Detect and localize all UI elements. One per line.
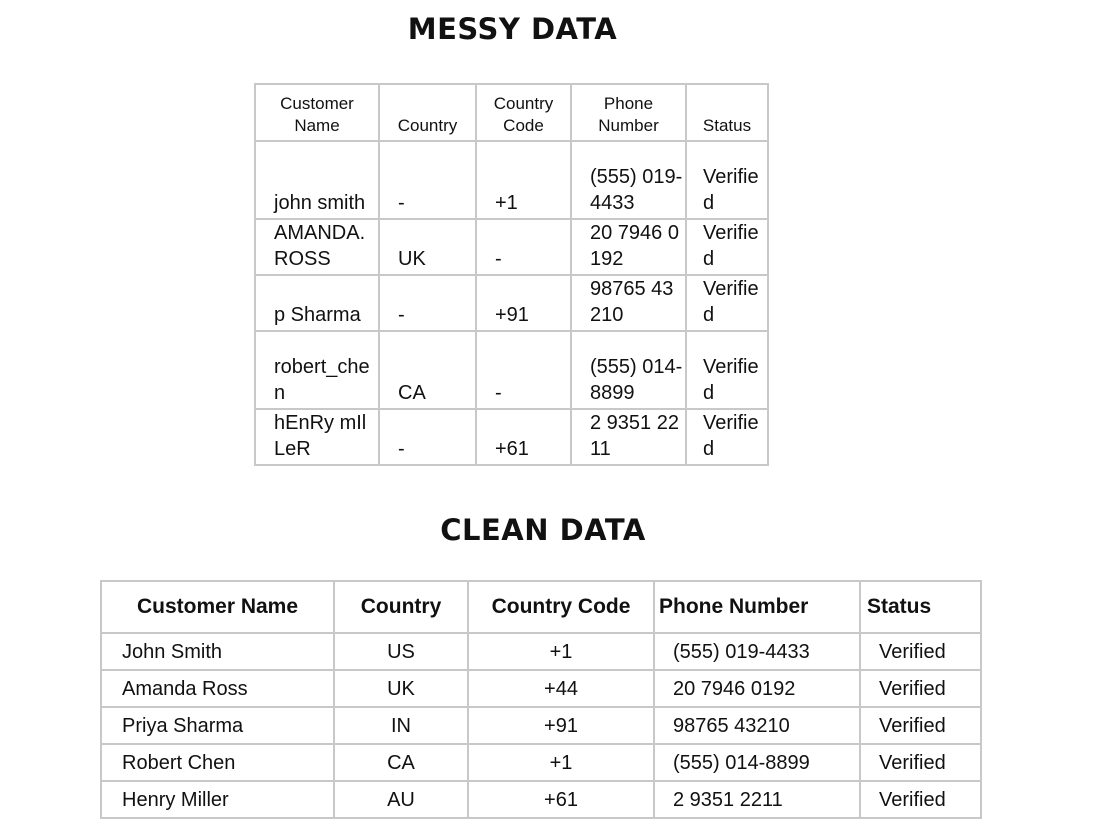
country-code-cell: +61 bbox=[468, 781, 654, 818]
country-cell: UK bbox=[379, 219, 476, 275]
country-cell: CA bbox=[379, 331, 476, 409]
messy-header-country-code: Country Code bbox=[476, 84, 571, 141]
messy-header-phone-number: Phone Number bbox=[571, 84, 686, 141]
customer-name-cell: hEnRy mIlLeR bbox=[255, 409, 379, 465]
phone-number-cell: 20 7946 0192 bbox=[654, 670, 860, 707]
country-code-cell: +44 bbox=[468, 670, 654, 707]
clean-header-country-code: Country Code bbox=[468, 581, 654, 633]
status-cell: Verified bbox=[860, 633, 981, 670]
status-cell: Verified bbox=[686, 275, 768, 331]
table-row bbox=[101, 670, 981, 707]
messy-data-title: MESSY DATA bbox=[407, 12, 618, 46]
status-cell: Verified bbox=[686, 331, 768, 409]
country-cell: - bbox=[379, 409, 476, 465]
country-code-cell: +1 bbox=[476, 141, 571, 219]
country-code-cell: +91 bbox=[476, 275, 571, 331]
country-cell: - bbox=[379, 141, 476, 219]
status-cell: Verified bbox=[860, 744, 981, 781]
status-cell: Verified bbox=[686, 409, 768, 465]
country-cell: CA bbox=[334, 744, 468, 781]
customer-name-cell: Henry Miller bbox=[101, 781, 334, 818]
customer-name-cell: p Sharma bbox=[255, 275, 379, 331]
phone-number-cell: 98765 43210 bbox=[571, 275, 686, 331]
country-cell: AU bbox=[334, 781, 468, 818]
table-row bbox=[255, 331, 768, 409]
table-row bbox=[101, 633, 981, 670]
country-code-cell: +91 bbox=[468, 707, 654, 744]
customer-name-cell: AMANDA. ROSS bbox=[255, 219, 379, 275]
customer-name-cell: Priya Sharma bbox=[101, 707, 334, 744]
country-cell: IN bbox=[334, 707, 468, 744]
country-cell: UK bbox=[334, 670, 468, 707]
table-row bbox=[101, 707, 981, 744]
table-row bbox=[101, 744, 981, 781]
clean-header-row bbox=[101, 581, 981, 633]
clean-header-status: Status bbox=[860, 581, 981, 633]
phone-number-cell: (555) 014-8899 bbox=[571, 331, 686, 409]
clean-data-title: CLEAN DATA bbox=[440, 513, 646, 547]
country-code-cell: - bbox=[476, 331, 571, 409]
phone-number-cell: 20 7946 0192 bbox=[571, 219, 686, 275]
phone-number-cell: (555) 014-8899 bbox=[654, 744, 860, 781]
table-row bbox=[255, 219, 768, 275]
status-cell: Verified bbox=[686, 141, 768, 219]
table-row bbox=[101, 781, 981, 818]
phone-number-cell: (555) 019-4433 bbox=[571, 141, 686, 219]
messy-header-country: Country bbox=[379, 84, 476, 141]
status-cell: Verified bbox=[860, 670, 981, 707]
messy-header-status: Status bbox=[686, 84, 768, 141]
phone-number-cell: 98765 43210 bbox=[654, 707, 860, 744]
country-cell: - bbox=[379, 275, 476, 331]
country-cell: US bbox=[334, 633, 468, 670]
phone-number-cell: 2 9351 2211 bbox=[654, 781, 860, 818]
table-row bbox=[255, 275, 768, 331]
table-row bbox=[255, 141, 768, 219]
clean-header-customer-name: Customer Name bbox=[101, 581, 334, 633]
customer-name-cell: Amanda Ross bbox=[101, 670, 334, 707]
clean-data-table bbox=[100, 580, 982, 819]
customer-name-cell: john smith bbox=[255, 141, 379, 219]
messy-header-row bbox=[255, 84, 768, 141]
clean-header-country: Country bbox=[334, 581, 468, 633]
clean-header-phone-number: Phone Number bbox=[654, 581, 860, 633]
country-code-cell: +1 bbox=[468, 633, 654, 670]
customer-name-cell: robert_chen bbox=[255, 331, 379, 409]
table-row bbox=[255, 409, 768, 465]
customer-name-cell: Robert Chen bbox=[101, 744, 334, 781]
phone-number-cell: 2 9351 2211 bbox=[571, 409, 686, 465]
country-code-cell: - bbox=[476, 219, 571, 275]
status-cell: Verified bbox=[686, 219, 768, 275]
messy-data-table bbox=[254, 83, 769, 466]
phone-number-cell: (555) 019-4433 bbox=[654, 633, 860, 670]
status-cell: Verified bbox=[860, 707, 981, 744]
status-cell: Verified bbox=[860, 781, 981, 818]
country-code-cell: +1 bbox=[468, 744, 654, 781]
messy-header-customer-name: Customer Name bbox=[255, 84, 379, 141]
customer-name-cell: John Smith bbox=[101, 633, 334, 670]
country-code-cell: +61 bbox=[476, 409, 571, 465]
